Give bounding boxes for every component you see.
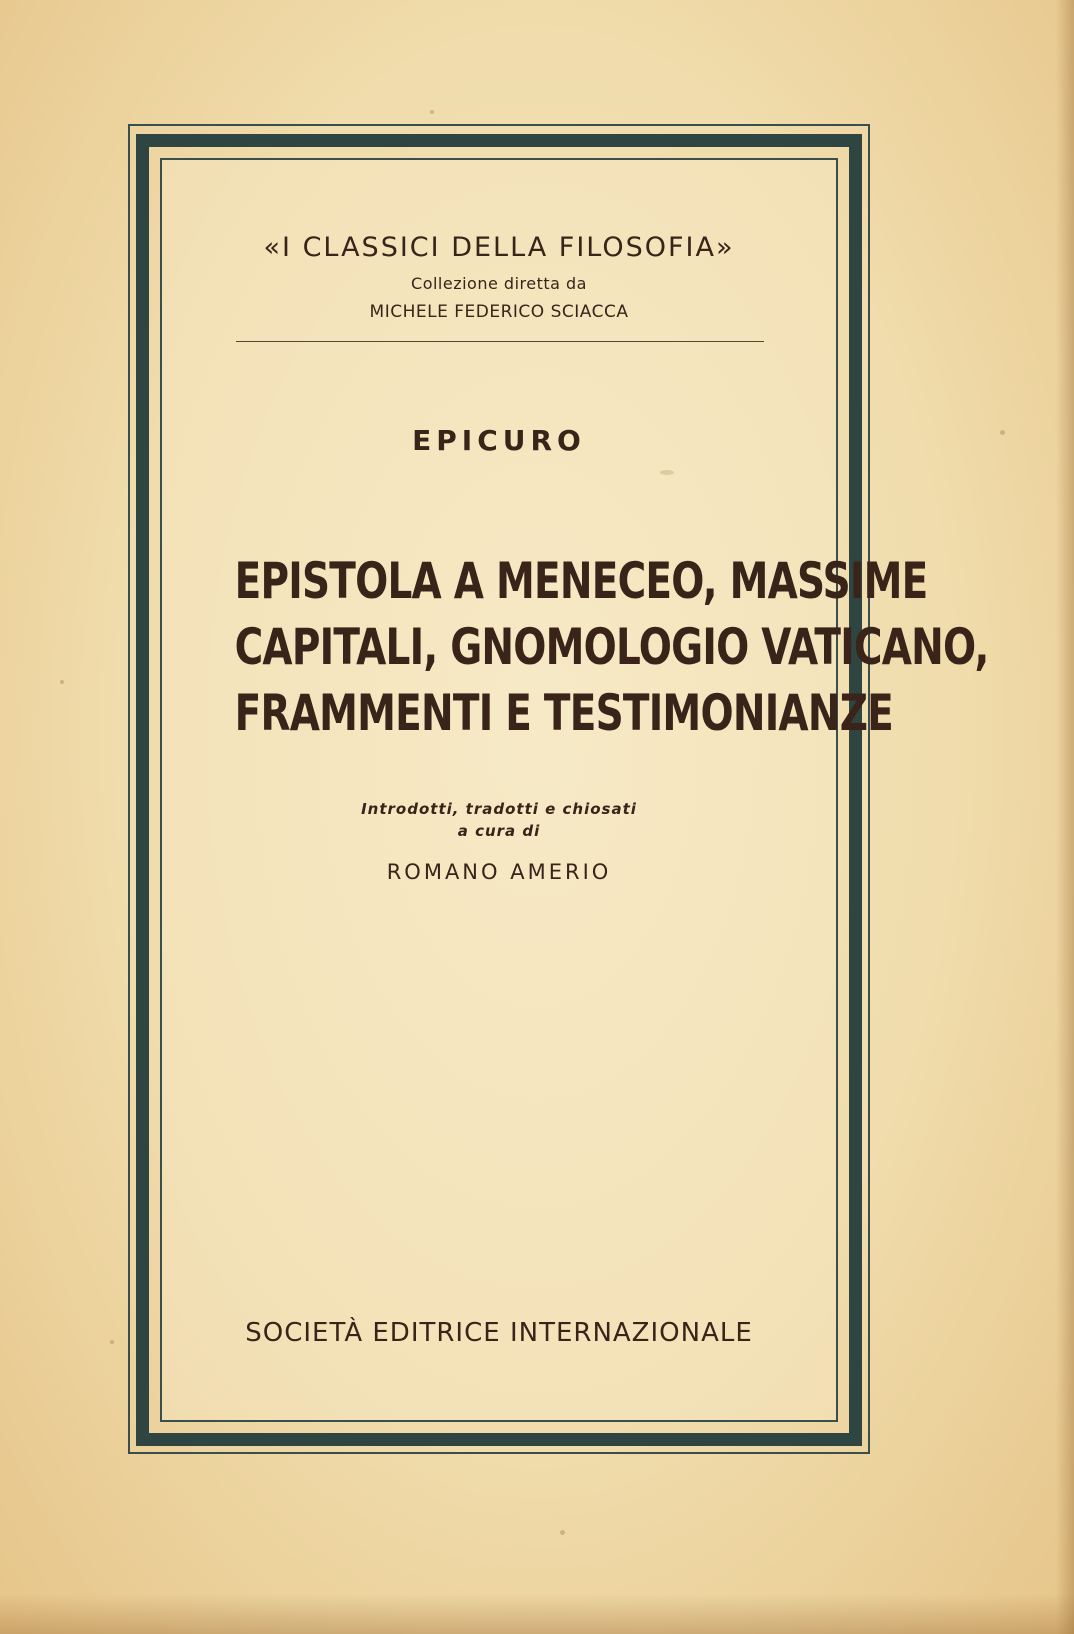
book-title-line: EPISTOLA A MENECEO, MASSIME: [234, 552, 928, 610]
page-edge-shadow: [1056, 0, 1074, 1634]
frame-inner-border: [160, 158, 989, 1422]
foxing-spot: [110, 1340, 114, 1344]
directed-by-label: Collezione diretta da: [411, 274, 587, 293]
publisher-name: SOCIETÀ EDITRICE INTERNAZIONALE: [245, 1318, 753, 1348]
intro-credit-line: a cura di: [457, 822, 541, 840]
series-director: MICHELE FEDERICO SCIACCA: [369, 302, 629, 322]
book-title: [234, 548, 989, 746]
foxing-spot: [1000, 430, 1005, 435]
foxing-spot: [430, 110, 434, 114]
author-name: EPICURO: [412, 424, 586, 457]
book-title-line: CAPITALI, GNOMOLOGIO VATICANO,: [234, 618, 989, 676]
editor-name: ROMANO AMERIO: [386, 860, 612, 884]
intro-credit: [160, 798, 838, 842]
series-title: «I CLASSICI DELLA FILOSOFIA»: [263, 232, 735, 263]
intro-credit-line: Introdotti, tradotti e chiosati: [361, 800, 637, 818]
page-bottom-shadow: [0, 1594, 1074, 1634]
book-title-line: FRAMMENTI E TESTIMONIANZE: [234, 684, 894, 742]
foxing-spot: [560, 1530, 565, 1535]
divider-rule: [236, 341, 764, 342]
foxing-spot: [60, 680, 64, 684]
